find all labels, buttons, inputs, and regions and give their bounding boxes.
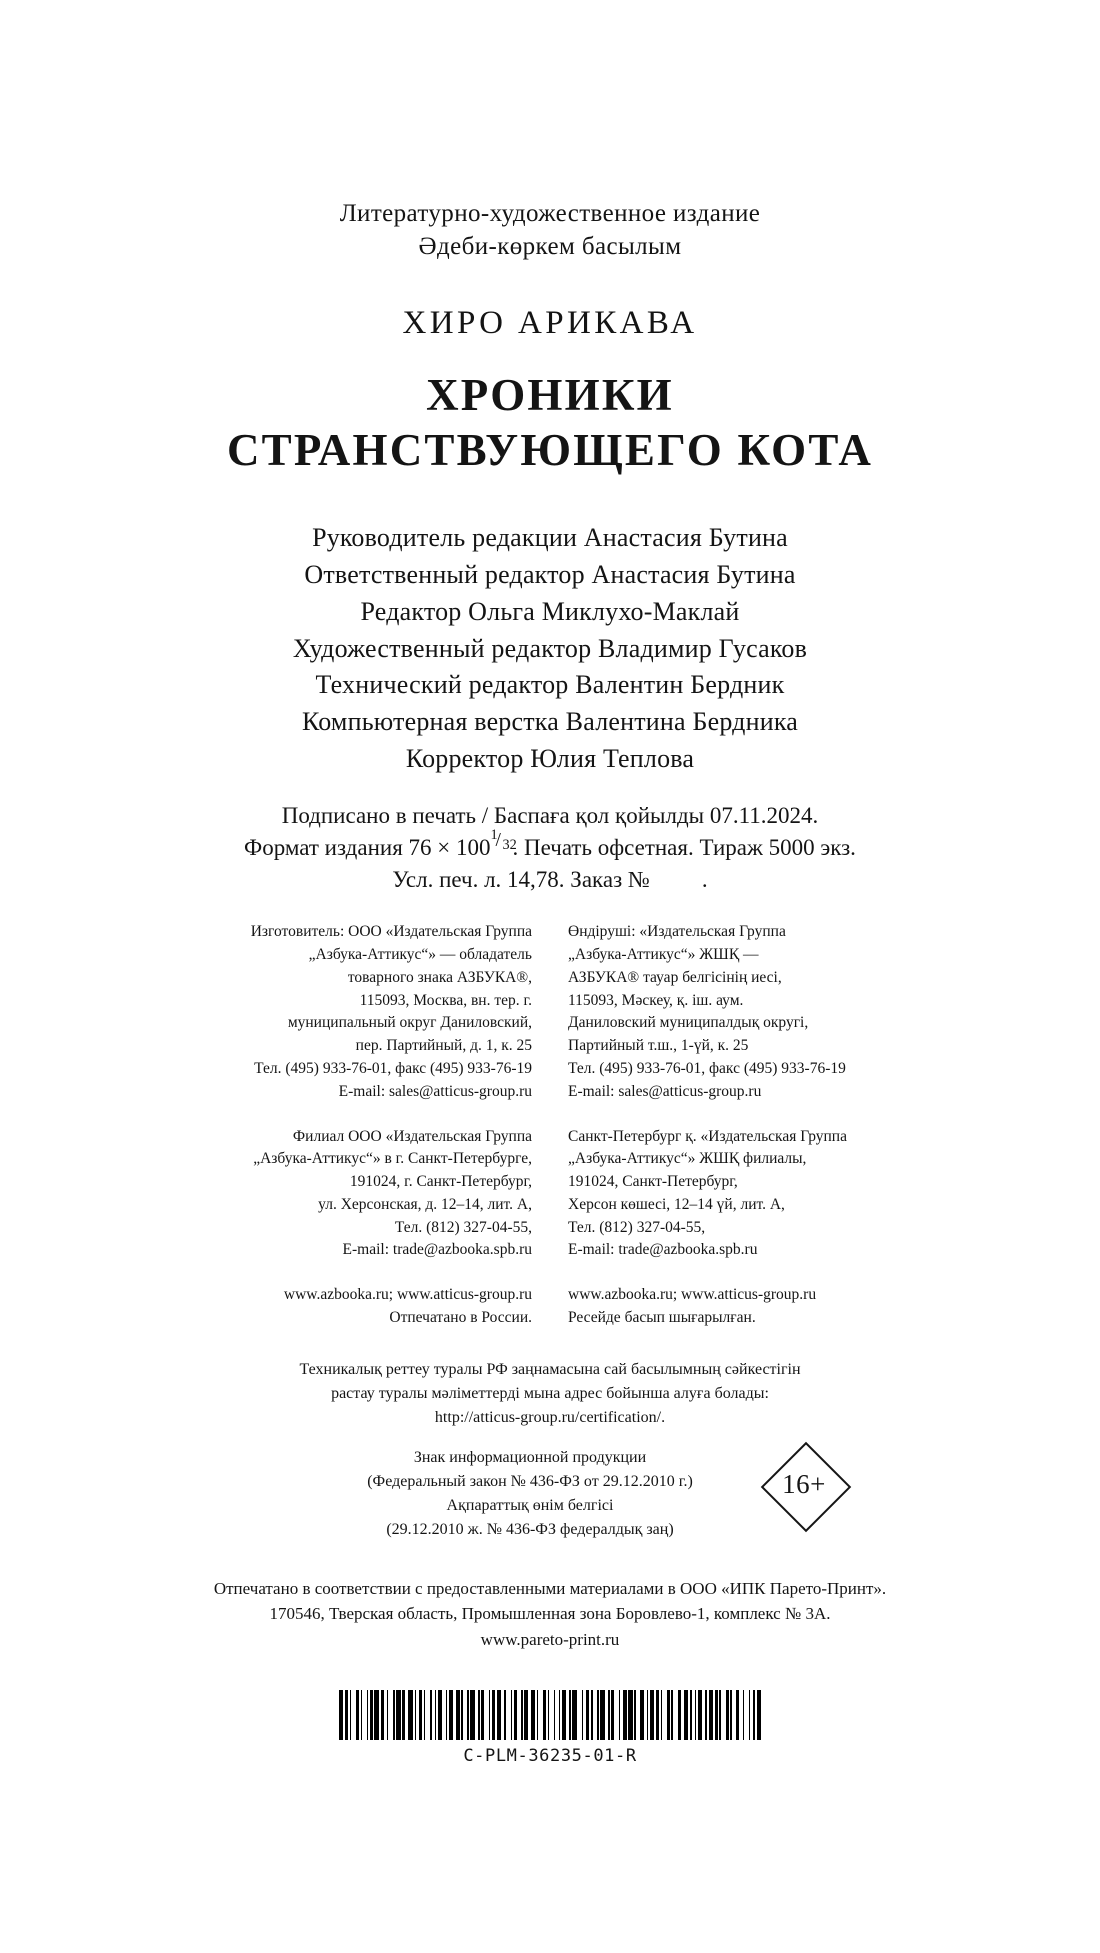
- printing-house-website: www.pareto-print.ru: [480, 1629, 620, 1649]
- imprint-websites-kk: www.azbooka.ru; www.atticus-group.ru: [568, 1286, 817, 1304]
- certification-notice: [135, 1358, 965, 1430]
- imprint-column-kk: [568, 921, 960, 1330]
- imprint-websites-ru: www.azbooka.ru; www.atticus-group.ru: [283, 1286, 532, 1304]
- imprint-columns: [140, 921, 960, 1330]
- printing-house-address: 170546, Тверская область, Промышленная зона Боровлево-1, комплекс № 3А.: [269, 1604, 831, 1624]
- book-title-line-1: ХРОНИКИ: [426, 370, 674, 420]
- imprint-line: Изготовитель: ООО «Издательская Группа: [250, 923, 532, 941]
- imprint-block-manufacturer-kk: [568, 921, 960, 1103]
- imprint-line: пер. Партийный, д. 1, к. 25: [355, 1037, 532, 1055]
- staff-credit-line: Редактор Ольга Миклухо-Маклай: [360, 596, 740, 626]
- barcode-section: [339, 1690, 761, 1766]
- imprint-line: „Азбука-Аттикус“» — обладатель: [308, 946, 532, 964]
- book-title: [227, 368, 873, 478]
- staff-credit-line: Технический редактор Валентин Бердник: [315, 670, 785, 700]
- printing-house-info: [110, 1576, 990, 1653]
- imprint-line: Партийный т.ш., 1-үй, к. 25: [568, 1037, 749, 1055]
- sheets-order-line: [244, 864, 856, 896]
- print-run-details: [244, 800, 856, 895]
- format-prefix: Формат издания 76 × 100: [244, 834, 491, 860]
- imprint-line-text: товарного знака АЗБУКА®,: [347, 968, 532, 986]
- certification-line: растау туралы мәліметтерді мына адрес бойынша алуға болады:: [331, 1384, 769, 1402]
- age-rating-badge: [761, 1442, 847, 1528]
- edition-heading-kk: Әдеби-көркем басылым: [418, 232, 682, 260]
- imprint-column-ru: [140, 921, 532, 1330]
- imprint-block-branch-ru: [140, 1126, 532, 1263]
- format-line: [244, 826, 856, 864]
- imprint-block-manufacturer-ru: [140, 921, 532, 1103]
- age-rating-line: Знак информационной продукции: [413, 1448, 647, 1466]
- imprint-line: Тел. (812) 327-04-55,: [394, 1218, 532, 1236]
- imprint-line: 191024, Санкт-Петербург,: [568, 1173, 738, 1191]
- age-rating-section: [135, 1446, 965, 1542]
- age-rating-line: (29.12.2010 ж. № 436-ФЗ федералдық заң): [386, 1520, 674, 1538]
- staff-credit-line: Художественный редактор Владимир Гусаков: [292, 633, 808, 663]
- imprint-line: [140, 967, 532, 990]
- printed-in-ru: Отпечатано в России.: [389, 1309, 532, 1327]
- barcode-label: C-PLM-36235-01-R: [463, 1746, 637, 1767]
- staff-credit-line: Компьютерная верстка Валентина Бердника: [301, 707, 799, 737]
- age-rating-text: [367, 1446, 733, 1542]
- imprint-line: „Азбука-Аттикус“» в г. Санкт-Петербурге,: [253, 1150, 532, 1168]
- imprint-block-web-ru: [140, 1284, 532, 1330]
- staff-credit-line: Корректор Юлия Теплова: [405, 744, 695, 774]
- imprint-email-branch-ru: E-mail: trade@azbooka.spb.ru: [342, 1241, 532, 1259]
- imprint-line: АЗБУКА® тауар белгісінің иесі,: [568, 968, 782, 986]
- imprint-line: ул. Херсонская, д. 12–14, лит. А,: [318, 1195, 532, 1213]
- imprint-line: Өндіруші: «Издательская Группа: [568, 923, 786, 941]
- staff-credit-line: Ответственный редактор Анастасия Бутина: [304, 559, 796, 589]
- imprint-line: „Азбука-Аттикус“» ЖШҚ —: [568, 946, 759, 964]
- imprint-line: Тел. (812) 327-04-55,: [568, 1218, 706, 1236]
- imprint-line: „Азбука-Аттикус“» ЖШҚ филиалы,: [568, 1150, 807, 1168]
- book-title-line-2: СТРАНСТВУЮЩЕГО КОТА: [226, 424, 874, 475]
- author-name: ХИРО АРИКАВА: [402, 305, 698, 341]
- imprint-line: 115093, Москва, вн. тер. г.: [359, 991, 532, 1009]
- sheets-order-suffix: .: [701, 866, 708, 892]
- imprint-email-ru: E-mail: sales@atticus-group.ru: [338, 1082, 532, 1100]
- imprint-line: Тел. (495) 933-76-01, факс (495) 933-76-19: [568, 1060, 846, 1078]
- age-rating-line: Ақпараттық өнім белгісі: [446, 1496, 614, 1514]
- fraction-bar: /: [495, 830, 501, 852]
- imprint-email-branch-kk: E-mail: trade@azbooka.spb.ru: [568, 1241, 758, 1259]
- barcode-image: [339, 1690, 761, 1740]
- format-fraction: [490, 826, 517, 855]
- fraction-denominator: 32: [502, 836, 517, 853]
- imprint-line: Даниловский муниципалдық округі,: [568, 1014, 809, 1032]
- imprint-line: Санкт-Петербург қ. «Издательская Группа: [568, 1127, 847, 1145]
- imprint-line: Херсон көшесі, 12–14 үй, лит. А,: [568, 1195, 785, 1213]
- printing-house-line: Отпечатано в соответствии с предоставленными материалами в ООО «ИПК Парето-Принт».: [213, 1578, 887, 1598]
- certification-url: http://atticus-group.ru/certification/.: [434, 1408, 666, 1426]
- certification-line: Техникалық реттеу туралы РФ заңнамасына сай басылымның сәйкестігін: [299, 1360, 801, 1378]
- imprint-block-web-kk: [568, 1284, 960, 1330]
- edition-heading: [340, 198, 761, 263]
- imprint-line: муниципальный округ Даниловский,: [287, 1014, 532, 1032]
- imprint-line: 115093, Мәскеу, қ. іш. аум.: [568, 991, 744, 1009]
- age-rating-value: 16+: [782, 1469, 826, 1500]
- signed-to-print-line: Подписано в печать / Баспаға қол қойылды 07.11.2024.: [281, 803, 819, 829]
- imprint-line: Филиал ООО «Издательская Группа: [292, 1127, 532, 1145]
- edition-heading-ru: Литературно-художественное издание: [339, 200, 761, 227]
- sheets-order-prefix: Усл. печ. л. 14,78. Заказ №: [392, 866, 650, 892]
- age-rating-line: (Федеральный закон № 436-ФЗ от 29.12.2010 г.): [367, 1472, 693, 1490]
- staff-credits: [293, 520, 807, 778]
- imprint-line: Тел. (495) 933-76-01, факс (495) 933-76-19: [254, 1060, 532, 1078]
- imprint-line: 191024, г. Санкт-Петербург,: [349, 1173, 532, 1191]
- format-suffix: . Печать офсетная. Тираж 5000 экз.: [512, 834, 856, 860]
- fraction-numerator: 1: [490, 826, 498, 843]
- imprint-block-branch-kk: [568, 1126, 960, 1263]
- printed-in-kk: Ресейде басып шығарылған.: [568, 1309, 756, 1327]
- staff-credit-line: Руководитель редакции Анастасия Бутина: [312, 522, 788, 552]
- imprint-email-kk: E-mail: sales@atticus-group.ru: [568, 1082, 762, 1100]
